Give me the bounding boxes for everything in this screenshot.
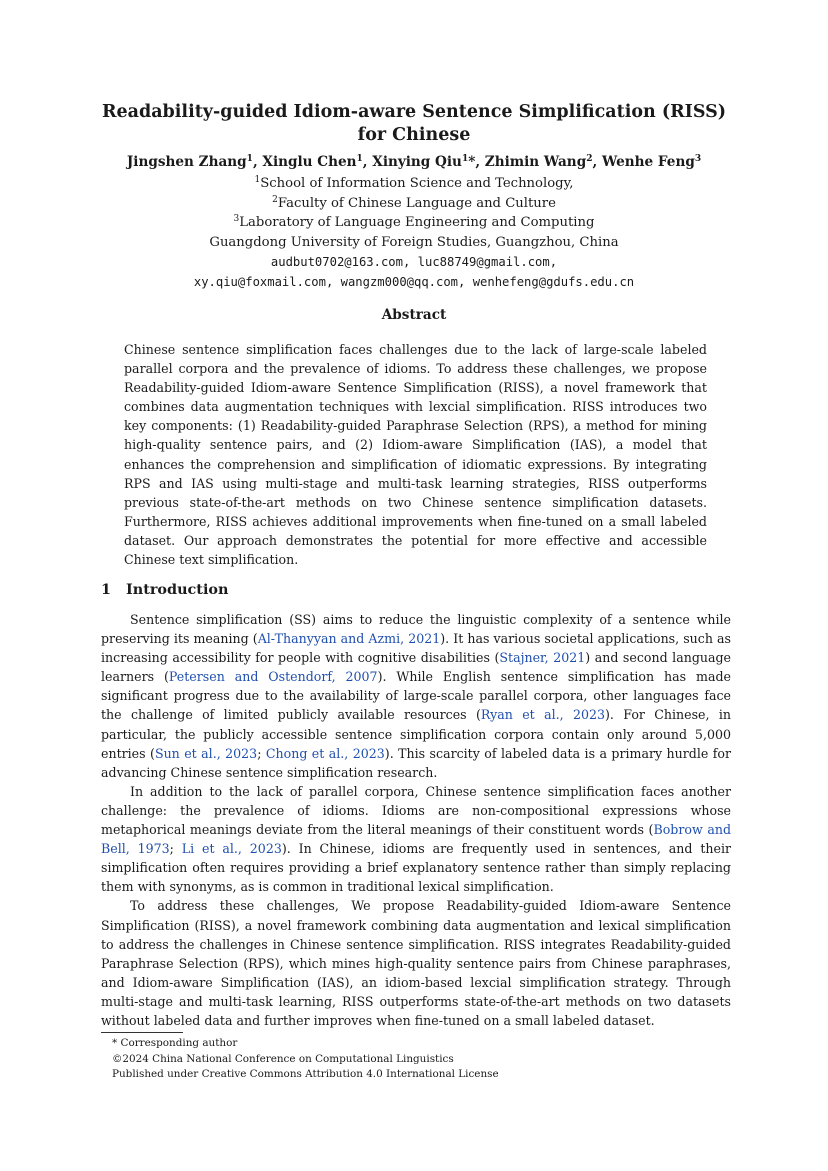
citation-link[interactable]: Li et al., 2023 bbox=[181, 841, 282, 857]
paper-title bbox=[60, 101, 768, 147]
section-body bbox=[101, 610, 731, 1030]
author-affiliation-sup: 2 bbox=[586, 154, 593, 164]
author-name: Xinglu Chen bbox=[262, 154, 357, 170]
author-name: Wenhe Feng bbox=[601, 154, 695, 170]
citation-link[interactable]: Petersen and Ostendorf, 2007 bbox=[168, 669, 378, 685]
affiliation-2-sup: 2 bbox=[272, 195, 278, 205]
abstract-text: Chinese sentence simplification faces challenges due to the lack of large-scale labeled parallel corpora and the prevalence of idioms. To address these challenges, we propose Readability-guided Idiom-aware Sentence Simplification (RISS), a novel framework that combines data augmentation techniques with lexcial simplification. RISS introduces two key components: (1) Readability-guided Paraphrase Selection (RPS), a method for mining high-quality sentence pairs, and (2) Idiom-aware Simplification (IAS), a model that enhances the comprehension and simplification of idiomatic expressions. By integrating RPS and IAS using multi-stage and multi-task learning strategies, RISS outperforms previous state-of-the-art methods on two Chinese sentence simplification datasets. Furthermore, RISS achieves additional improvements when fine-tuned on a small labeled dataset. Our approach demonstrates the potential for more effective and accessible Chinese text simplification. bbox=[124, 342, 707, 568]
university: Guangdong University of Foreign Studies, Guangzhou, China bbox=[209, 235, 619, 250]
affiliation-2 bbox=[40, 194, 788, 214]
citation-link[interactable]: Bobrow and Bell, 1973 bbox=[101, 822, 732, 857]
footnote-corresponding-author: * Corresponding author bbox=[112, 1037, 238, 1049]
paragraph-1: Sentence simplification (SS) aims to reduce the linguistic complexity of a sentence while preserving its meaning (Al-Thanyyan and Azmi, 2021). It has various societal applications, such as increasing accessibility for people with cognitive disabilities (Stajner, 2021) and second language learners (Petersen and Ostendorf, 2007). While English sentence simplification has made significant progress due to the availability of large-scale parallel corpora, other languages face the challenge of limited publicly available resources (Ryan et al., 2023). For Chinese, in particular, the publicly accessible sentence simplification corpora contain only around 5,000 entries (Sun et al., 2023; Chong et al., 2023). This scarcity of labeled data is a primary hurdle for advancing Chinese sentence simplification research. bbox=[101, 612, 732, 780]
author-name: Jingshen Zhang bbox=[126, 154, 247, 170]
affiliation-2-text: Faculty of Chinese Language and Culture bbox=[277, 196, 556, 211]
affiliation-1-sup: 1 bbox=[254, 175, 261, 185]
abstract-heading: Abstract bbox=[381, 307, 447, 323]
section-title: Introduction bbox=[126, 581, 229, 598]
affiliation-3 bbox=[40, 213, 788, 233]
affiliation-1-text: School of Information Science and Technology, bbox=[260, 176, 574, 191]
paragraph-2: In addition to the lack of parallel corpora, Chinese sentence simplification faces another challenge: the prevalence of idioms. Idioms are non-compositional expressions whose metaphorical meanings deviate from the literal meanings of their constituent words (Bobrow and Bell, 1973; Li et al., 2023). In Chinese, idioms are frequently used in sentences, and their simplification often requires providing a brief explanatory sentence rather than simply replacing them with synonyms, as is common in traditional lexical simplification. bbox=[101, 783, 732, 895]
section-heading bbox=[101, 581, 701, 599]
affiliation-3-text: Laboratory of Language Engineering and Computing bbox=[239, 215, 595, 230]
author-affiliation-sup: 1 bbox=[461, 154, 469, 164]
author-affiliation-sup: 3 bbox=[694, 154, 702, 164]
footnote-rule bbox=[101, 1032, 183, 1033]
citation-link[interactable]: Al-Thanyyan and Azmi, 2021 bbox=[257, 631, 441, 647]
citation-link[interactable]: Sun et al., 2023 bbox=[154, 745, 258, 761]
section-number: 1 bbox=[101, 581, 112, 598]
author-list: Jingshen Zhang$^1$, Xinglu Chen$^1$, Xinying Qiu$^1$*, Zhimin Wang$^2$, Wenhe Feng$^3$ bbox=[126, 154, 702, 170]
title-line-2: for Chinese bbox=[357, 125, 471, 145]
citation-link[interactable]: Stajner, 2021 bbox=[499, 650, 586, 666]
author-name: Xinying Qiu bbox=[372, 154, 462, 170]
author-name: Zhimin Wang bbox=[484, 154, 587, 170]
citation-link[interactable]: Chong et al., 2023 bbox=[265, 745, 385, 761]
affiliation-3-sup: 3 bbox=[233, 214, 240, 224]
footnotes bbox=[112, 1036, 732, 1083]
corresponding-author-mark: * bbox=[468, 154, 476, 170]
footnote-copyright: ©2024 China National Conference on Computational Linguistics bbox=[112, 1052, 454, 1065]
author-affiliation-sup: 1 bbox=[246, 154, 253, 164]
email-line-2: xy.qiu@foxmail.com, wangzm000@qq.com, wenhefeng@gdufs.edu.cn bbox=[193, 275, 635, 289]
paragraph-3: To address these challenges, We propose Readability-guided Idiom-aware Sentence Simplification (RISS), a novel framework combining data augmentation and lexical simplification to address the challenges in Chinese sentence simplification. RISS integrates Readability-guided Paraphrase Selection (RPS), which mines high-quality sentence pairs from Chinese paraphrases, and Idiom-aware Simplification (IAS), an idiom-based lexcial simplification strategy. Through multi-stage and multi-task learning, RISS outperforms state-of-the-art methods on two datasets without labeled data and further improves when fine-tuned on a small labeled dataset. bbox=[101, 898, 731, 1028]
footnote-license: Published under Creative Commons Attribution 4.0 International License bbox=[112, 1068, 499, 1080]
author-affiliation-sup: 1 bbox=[356, 154, 363, 164]
citation-link[interactable]: Ryan et al., 2023 bbox=[480, 707, 606, 723]
title-line-1: Readability-guided Idiom-aware Sentence Simplification (RISS) bbox=[101, 102, 727, 122]
affiliation-1 bbox=[40, 174, 788, 194]
email-line-1: audbut0702@163.com, luc88749@gmail.com, bbox=[270, 255, 558, 269]
